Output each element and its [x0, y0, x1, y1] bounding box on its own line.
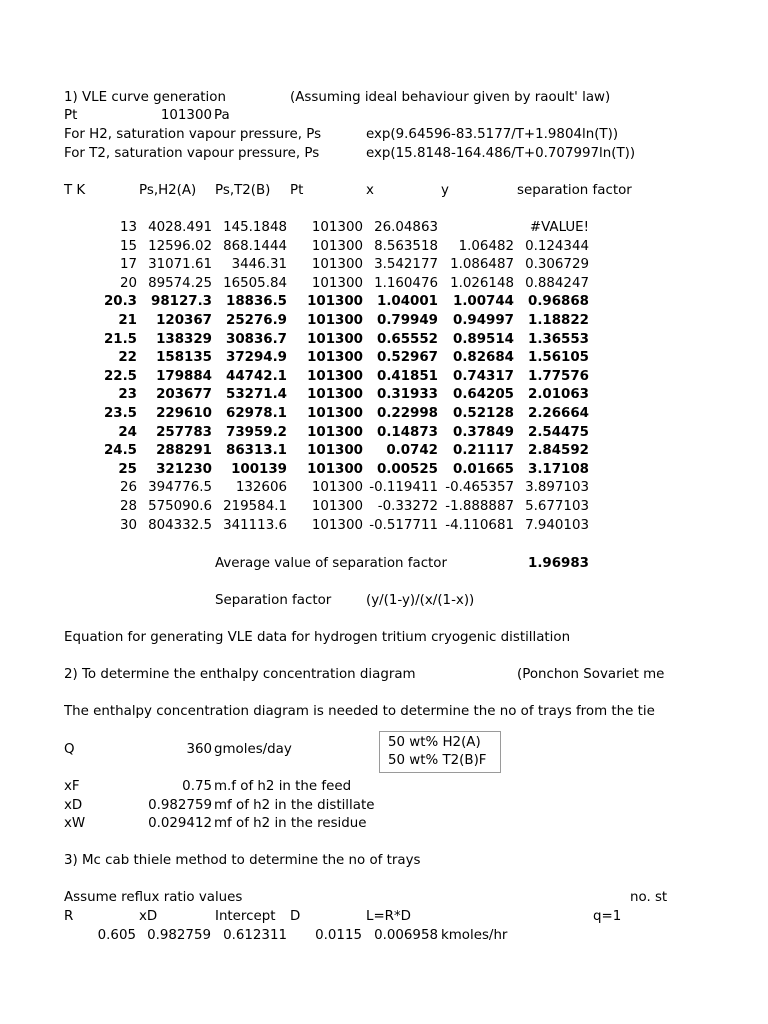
feed-box-line2: 50 wt% T2(B)F	[388, 753, 487, 768]
cell-ps-t2: 100139	[231, 461, 287, 477]
cell-sep-factor: 0.306729	[525, 257, 589, 273]
cell-sep-factor: 2.54475	[528, 424, 589, 440]
cell-ps-h2: 120367	[156, 313, 212, 328]
cell-y: 1.026148	[450, 275, 514, 291]
cell-x: 0.14873	[377, 424, 438, 440]
cell-ps-t2: 37294.9	[226, 350, 287, 366]
cell-y: 1.086487	[450, 257, 514, 273]
cell-pt: 101300	[307, 461, 363, 477]
q-equation: q=1	[593, 909, 622, 924]
xf-label: xF	[64, 779, 80, 794]
cell-y: 0.21117	[453, 443, 514, 459]
cell-pt: 101300	[307, 424, 363, 440]
cell-y: 0.52128	[453, 406, 514, 421]
cell-t: 22	[118, 350, 137, 366]
cell-y: -4.110681	[445, 517, 514, 533]
cell-sep-factor: 3.17108	[528, 461, 589, 477]
cell-x: 0.52967	[377, 350, 438, 366]
cell-x: -0.33272	[377, 499, 438, 514]
cell-sep-factor: 2.26664	[528, 406, 589, 421]
cell-t: 17	[119, 257, 137, 273]
xd-label: xD	[64, 798, 83, 813]
section1-heading: 1) VLE curve generation	[64, 90, 226, 105]
cell-pt: 101300	[307, 443, 363, 459]
s3-value-d: 0.0115	[315, 928, 362, 943]
s3-value-r: 0.605	[97, 928, 136, 943]
cell-pt: 101300	[307, 387, 363, 403]
cell-ps-h2: 203677	[156, 387, 212, 403]
cell-sep-factor: 0.124344	[525, 238, 589, 254]
cell-y: 0.94997	[453, 313, 514, 328]
reflux-assume: Assume reflux ratio values	[64, 890, 243, 905]
section2-heading: 2) To determine the enthalpy concentration diagram	[64, 667, 416, 682]
col-header-tk: T K	[64, 183, 86, 198]
cell-ps-t2: 86313.1	[226, 443, 287, 459]
cell-pt: 101300	[311, 499, 363, 514]
s3-header-d: D	[290, 909, 301, 924]
cell-ps-t2: 62978.1	[226, 406, 287, 421]
cell-ps-t2: 219584.1	[223, 499, 287, 514]
cell-t: 25	[118, 461, 137, 477]
cell-sep-factor: 3.897103	[525, 480, 589, 496]
xd-desc: mf of h2 in the distillate	[214, 798, 375, 813]
cell-pt: 101300	[311, 257, 363, 273]
cell-ps-h2: 257783	[156, 424, 212, 440]
col-header-x: x	[366, 183, 374, 198]
cell-ps-t2: 341113.6	[223, 517, 287, 533]
cell-sep-factor: 1.56105	[528, 350, 589, 366]
cell-x: 0.41851	[377, 368, 438, 384]
cell-sep-factor: 5.677103	[525, 499, 589, 514]
cell-pt: 101300	[311, 517, 363, 533]
cell-sep-factor: 7.940103	[525, 517, 589, 533]
cell-pt: 101300	[311, 275, 363, 291]
s3-header-r: R	[64, 909, 74, 924]
section2-method: (Ponchon Sovariet me	[517, 667, 665, 682]
cell-ps-h2: 288291	[156, 443, 212, 459]
pt-label: Pt	[64, 108, 78, 123]
cell-y: -0.465357	[445, 480, 514, 496]
cell-ps-t2: 145.1848	[223, 220, 287, 235]
xw-desc: mf of h2 in the residue	[214, 816, 367, 831]
cell-ps-h2: 98127.3	[151, 294, 212, 310]
t2-formula: exp(15.8148-164.486/T+0.707997ln(T))	[366, 146, 636, 161]
q-label: Q	[64, 742, 75, 757]
equation-note: Equation for generating VLE data for hydrogen tritium cryogenic distillation	[64, 630, 571, 645]
cell-pt: 101300	[307, 331, 363, 347]
s3-header-xd: xD	[139, 909, 158, 924]
cell-t: 21.5	[103, 331, 137, 347]
cell-ps-t2: 73959.2	[226, 424, 287, 440]
cell-x: 8.563518	[374, 238, 438, 254]
cell-x: 0.0742	[386, 443, 438, 459]
cell-sep-factor: 1.36553	[528, 331, 589, 347]
cell-ps-t2: 30836.7	[226, 331, 287, 347]
cell-ps-t2: 53271.4	[226, 387, 287, 403]
s3-unit: kmoles/hr	[441, 928, 508, 943]
section3-heading: 3) Mc cab thiele method to determine the no of trays	[64, 853, 421, 868]
cell-x: 0.65552	[377, 331, 438, 347]
cell-ps-h2: 31071.61	[148, 257, 212, 273]
h2-formula: exp(9.64596-83.5177/T+1.9804ln(T))	[366, 127, 619, 142]
cell-sep-factor: 1.18822	[528, 313, 589, 328]
cell-y: 0.37849	[453, 424, 514, 440]
q-value: 360	[186, 742, 212, 757]
no-stages-label: no. st	[630, 890, 667, 905]
cell-ps-h2: 394776.5	[148, 480, 212, 496]
section1-assumption: (Assuming ideal behaviour given by raoult' law)	[290, 90, 611, 105]
section2-note: The enthalpy concentration diagram is needed to determine the no of trays from the tie	[64, 704, 655, 719]
q-unit: gmoles/day	[214, 742, 292, 757]
s3-value-xd: 0.982759	[147, 928, 211, 943]
cell-ps-h2: 89574.25	[148, 275, 212, 291]
cell-ps-t2: 25276.9	[226, 313, 287, 328]
cell-t: 26	[119, 480, 137, 496]
s3-value-l: 0.006958	[374, 928, 438, 943]
cell-ps-h2: 804332.5	[148, 517, 212, 533]
col-header-pt: Pt	[290, 183, 304, 198]
cell-ps-t2: 18836.5	[226, 294, 287, 310]
cell-sep-factor: #VALUE!	[529, 220, 589, 235]
cell-t: 22.5	[103, 368, 137, 384]
cell-sep-factor: 2.84592	[528, 443, 589, 459]
cell-x: -0.517711	[369, 517, 438, 533]
cell-pt: 101300	[311, 220, 363, 235]
cell-x: 0.00525	[377, 461, 438, 477]
cell-t: 20	[119, 275, 137, 291]
cell-t: 30	[119, 517, 137, 533]
cell-t: 24	[118, 424, 137, 440]
cell-y: 0.64205	[453, 387, 514, 403]
cell-sep-factor: 0.96868	[528, 294, 589, 310]
cell-ps-h2: 4028.491	[148, 220, 212, 235]
cell-ps-t2: 44742.1	[226, 368, 287, 384]
cell-x: 0.31933	[377, 387, 438, 403]
xf-value: 0.75	[182, 779, 212, 794]
cell-ps-h2: 158135	[156, 350, 212, 366]
s3-header-intercept: Intercept	[215, 909, 276, 924]
cell-t: 23	[118, 387, 137, 403]
cell-ps-t2: 868.1444	[223, 238, 287, 254]
cell-t: 15	[119, 238, 137, 254]
cell-pt: 101300	[307, 406, 363, 421]
xw-value: 0.029412	[148, 816, 212, 831]
cell-ps-t2: 16505.84	[223, 275, 287, 291]
xf-desc: m.f of h2 in the feed	[214, 779, 352, 794]
cell-pt: 101300	[307, 313, 363, 328]
xd-value: 0.982759	[148, 798, 212, 813]
cell-pt: 101300	[307, 294, 363, 310]
cell-y: -1.888887	[445, 499, 514, 514]
cell-ps-h2: 575090.6	[148, 499, 212, 514]
cell-x: -0.119411	[369, 480, 438, 496]
feed-composition-box	[379, 731, 501, 773]
cell-x: 0.22998	[377, 406, 438, 421]
cell-ps-h2: 179884	[156, 368, 212, 384]
cell-pt: 101300	[307, 368, 363, 384]
col-header-ps-t2: Ps,T2(B)	[215, 183, 271, 198]
pt-unit: Pa	[214, 108, 230, 123]
h2-label: For H2, saturation vapour pressure, Ps	[64, 127, 322, 142]
cell-t: 23.5	[103, 406, 137, 421]
col-header-ps-h2: Ps,H2(A)	[139, 183, 197, 198]
cell-y: 1.06482	[458, 238, 514, 254]
cell-pt: 101300	[311, 238, 363, 254]
s3-value-intercept: 0.612311	[223, 928, 287, 943]
cell-t: 21	[118, 313, 137, 328]
cell-ps-h2: 321230	[156, 461, 212, 477]
separation-formula: (y/(1-y)/(x/(1-x))	[366, 593, 475, 608]
cell-sep-factor: 0.884247	[525, 275, 589, 291]
cell-y: 0.01665	[453, 461, 514, 477]
cell-ps-h2: 12596.02	[148, 238, 212, 254]
cell-t: 28	[119, 499, 137, 514]
cell-ps-t2: 3446.31	[231, 257, 287, 273]
col-header-y: y	[441, 183, 449, 198]
cell-ps-t2: 132606	[235, 480, 287, 496]
cell-pt: 101300	[307, 350, 363, 366]
cell-y: 0.89514	[453, 331, 514, 347]
cell-ps-h2: 229610	[156, 406, 212, 421]
s3-header-l: L=R*D	[366, 909, 411, 924]
cell-x: 1.04001	[377, 294, 438, 310]
pt-value: 101300	[160, 108, 212, 123]
col-header-separation-factor: separation factor	[517, 183, 632, 198]
separation-label: Separation factor	[215, 593, 332, 608]
xw-label: xW	[64, 816, 86, 831]
cell-x: 3.542177	[374, 257, 438, 273]
cell-sep-factor: 2.01063	[528, 387, 589, 403]
cell-pt: 101300	[311, 480, 363, 496]
cell-t: 13	[119, 220, 137, 235]
cell-y: 1.00744	[453, 294, 514, 310]
cell-x: 1.160476	[374, 275, 438, 291]
average-value: 1.96983	[528, 556, 589, 571]
cell-x: 26.04863	[374, 220, 438, 235]
cell-y: 0.82684	[453, 350, 514, 366]
cell-x: 0.79949	[377, 313, 438, 328]
cell-t: 20.3	[103, 294, 137, 310]
cell-t: 24.5	[103, 443, 137, 459]
cell-sep-factor: 1.77576	[528, 368, 589, 384]
cell-y: 0.74317	[453, 368, 514, 384]
cell-ps-h2: 138329	[156, 331, 212, 347]
t2-label: For T2, saturation vapour pressure, Ps	[64, 146, 320, 161]
feed-box-line1: 50 wt% H2(A)	[388, 735, 481, 750]
average-label: Average value of separation factor	[215, 556, 448, 571]
